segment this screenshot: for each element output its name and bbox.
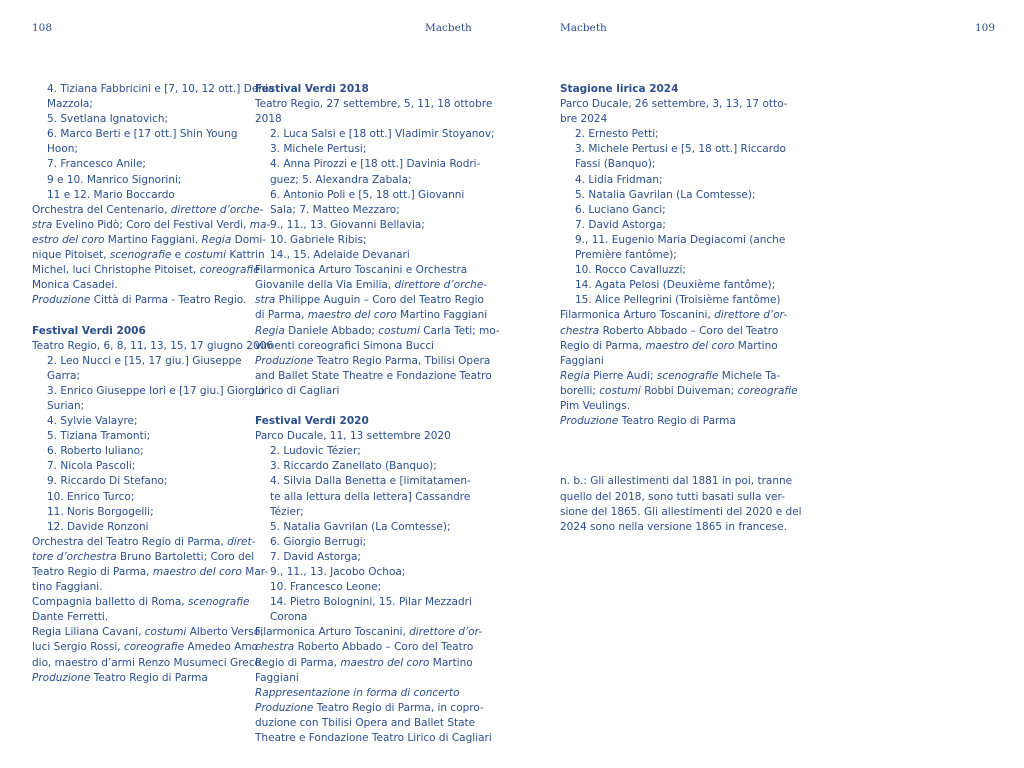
text-segment: 15. Alice Pellegrini (Troisième fantôme) bbox=[575, 294, 781, 307]
italic-role-text: Produzione bbox=[255, 701, 314, 714]
section-spacer bbox=[255, 399, 500, 414]
text-segment: Domi- bbox=[231, 233, 267, 246]
text-segment: 7. Nicola Pascoli; bbox=[47, 460, 136, 473]
text-segment: Roberto Abbado – Coro del Teatro bbox=[599, 324, 779, 337]
text-segment: 2. Luca Salsi e [18 ott.] Vladimir Stoyanov; bbox=[270, 128, 495, 141]
text-line bbox=[32, 580, 274, 595]
text-segment: Città di Parma - Teatro Regio. bbox=[90, 294, 247, 307]
text-segment: Michel, luci Christophe Pitoiset, bbox=[32, 264, 200, 277]
text-segment: 6. Roberto Iuliano; bbox=[47, 445, 144, 458]
cast-list-line bbox=[32, 459, 274, 474]
text-segment: Mazzola; bbox=[47, 98, 93, 111]
text-line bbox=[560, 384, 802, 399]
italic-role-text: chestra bbox=[255, 641, 295, 654]
italic-role-text: coreografie bbox=[199, 264, 260, 277]
text-line bbox=[32, 248, 274, 263]
text-segment: Amedeo Amo- bbox=[184, 641, 262, 654]
text-line bbox=[560, 339, 802, 354]
text-line bbox=[32, 595, 274, 610]
text-segment: Orchestra del Teatro Regio di Parma, bbox=[32, 535, 228, 548]
text-segment: borelli; bbox=[560, 384, 600, 397]
text-segment: 9. Riccardo Di Stefano; bbox=[47, 475, 168, 488]
text-segment: Fassi (Banquo); bbox=[575, 158, 656, 171]
italic-role-text: scenografie bbox=[656, 369, 719, 382]
italic-role-text: estro del coro bbox=[32, 233, 105, 246]
text-line bbox=[560, 520, 802, 535]
text-segment: n. b.: Gli allestimenti dal 1881 in poi, tranne bbox=[560, 475, 793, 488]
text-segment: Stagione lirica 2024 bbox=[560, 83, 679, 95]
text-segment: e bbox=[171, 249, 185, 262]
text-segment: 11 e 12. Mario Boccardo bbox=[47, 188, 175, 201]
text-segment: Festival Verdi 2006 bbox=[32, 324, 146, 337]
cast-list-line bbox=[32, 369, 274, 384]
text-line bbox=[560, 97, 802, 112]
text-line bbox=[255, 308, 500, 323]
italic-role-text: tore d’orchestra bbox=[32, 550, 117, 563]
text-column-left-page-second bbox=[255, 82, 500, 746]
text-segment: Filarmonica Arturo Toscanini, bbox=[255, 626, 410, 639]
cast-list-line bbox=[560, 157, 802, 172]
italic-role-text: coreografie bbox=[123, 641, 185, 654]
text-line bbox=[32, 278, 274, 293]
cast-list-line bbox=[32, 429, 274, 444]
text-segment: 2. Ludovic Tézier; bbox=[270, 445, 361, 458]
text-line bbox=[255, 656, 500, 671]
italic-role-text: ma- bbox=[249, 218, 271, 231]
cast-list-line bbox=[255, 233, 500, 248]
text-line bbox=[32, 656, 274, 671]
italic-role-text: chestra bbox=[560, 324, 600, 337]
cast-list-line bbox=[255, 459, 500, 474]
section-heading bbox=[32, 324, 274, 339]
text-line bbox=[255, 293, 500, 308]
text-line bbox=[32, 293, 274, 308]
cast-list-line bbox=[560, 248, 802, 263]
text-segment: 9., 11., 13. Giovanni Bellavia; bbox=[270, 218, 425, 231]
italic-role-text: costumi bbox=[599, 384, 641, 397]
text-segment: luci Sergio Rossi, bbox=[32, 641, 124, 654]
text-line bbox=[255, 701, 500, 716]
text-segment: Teatro Regio di Parma bbox=[90, 671, 208, 684]
cast-list-line bbox=[255, 142, 500, 157]
text-segment: Sala; 7. Matteo Mezzaro; bbox=[270, 203, 400, 216]
text-segment: Parco Ducale, 11, 13 settembre 2020 bbox=[255, 430, 451, 443]
text-segment: Teatro Regio di Parma, bbox=[32, 566, 153, 578]
text-segment: Teatro Regio di Parma bbox=[618, 415, 736, 428]
text-segment: 5. Tiziana Tramonti; bbox=[47, 430, 151, 443]
left-page-number: 108 bbox=[32, 22, 53, 34]
text-segment: Parco Ducale, 26 settembre, 3, 13, 17 otto- bbox=[560, 98, 788, 111]
cast-list-line bbox=[32, 444, 274, 459]
italic-role-text: maestro del coro bbox=[340, 656, 430, 669]
text-segment: Regio di Parma, bbox=[255, 656, 341, 669]
text-segment: tino Faggiani. bbox=[32, 581, 103, 594]
cast-list-line bbox=[255, 203, 500, 218]
cast-list-line bbox=[255, 595, 500, 610]
text-segment: 6. Luciano Ganci; bbox=[575, 203, 666, 216]
cast-list-line bbox=[32, 157, 274, 172]
text-line bbox=[255, 625, 500, 640]
cast-list-line bbox=[32, 188, 274, 203]
text-segment: Surian; bbox=[47, 399, 85, 412]
text-line bbox=[32, 263, 274, 278]
cast-list-line bbox=[255, 535, 500, 550]
cast-list-line bbox=[255, 188, 500, 203]
text-line bbox=[32, 565, 274, 580]
text-segment: 2018 bbox=[255, 113, 282, 126]
text-segment: 7. David Astorga; bbox=[575, 218, 666, 231]
text-segment: Theatre e Fondazione Teatro Lirico di Cagliari bbox=[255, 732, 492, 745]
text-line bbox=[560, 112, 802, 127]
cast-list-line bbox=[32, 414, 274, 429]
cast-list-line bbox=[255, 248, 500, 263]
italic-role-text: direttore d’or- bbox=[409, 626, 483, 639]
text-segment: te alla lettura della lettera] Cassandre bbox=[270, 490, 471, 503]
section-heading bbox=[255, 82, 500, 97]
cast-list-line bbox=[32, 112, 274, 127]
text-segment: Regia Liliana Cavani, bbox=[32, 626, 145, 639]
text-line bbox=[32, 625, 274, 640]
text-segment: 9., 11., 13. Jacobo Ochoa; bbox=[270, 566, 406, 578]
text-segment: 3. Michele Pertusi e [5, 18 ott.] Riccardo bbox=[575, 143, 786, 156]
text-segment: Festival Verdi 2020 bbox=[255, 415, 369, 428]
text-segment: 9 e 10. Manrico Signorini; bbox=[47, 173, 182, 186]
text-segment: Première fantôme); bbox=[575, 249, 677, 262]
italic-role-text: stra bbox=[255, 294, 276, 307]
cast-list-line bbox=[255, 610, 500, 625]
text-segment: 2024 sono nella versione 1865 in francese. bbox=[560, 520, 787, 533]
cast-list-line bbox=[255, 580, 500, 595]
text-segment: Teatro Regio, 6, 8, 11, 13, 15, 17 giugno 2006 bbox=[32, 339, 274, 352]
italic-role-text: direttore d’orche- bbox=[170, 203, 264, 216]
cast-list-line bbox=[560, 142, 802, 157]
text-segment: Faggiani bbox=[255, 671, 299, 684]
text-segment: 6. Antonio Poli e [5, 18 ott.] Giovanni bbox=[270, 188, 465, 201]
cast-list-line bbox=[560, 127, 802, 142]
text-segment: Martino bbox=[734, 339, 778, 352]
cast-list-line bbox=[32, 505, 274, 520]
text-segment: 14. Agata Pelosi (Deuxième fantôme); bbox=[575, 279, 776, 292]
text-line bbox=[560, 490, 802, 505]
text-column-right-page bbox=[560, 82, 802, 535]
italic-role-text: coreografie bbox=[737, 384, 798, 397]
text-line bbox=[32, 671, 274, 686]
text-line bbox=[560, 414, 802, 429]
italic-role-text: Rappresentazione in forma di concerto bbox=[255, 686, 460, 699]
text-segment: Pim Veulings. bbox=[560, 399, 631, 412]
text-segment: Pierre Audi; bbox=[589, 369, 657, 382]
text-line bbox=[560, 354, 802, 369]
cast-list-line bbox=[560, 203, 802, 218]
text-segment: Garra; bbox=[47, 369, 80, 382]
text-line bbox=[32, 610, 274, 625]
text-segment: 2. Ernesto Petti; bbox=[575, 128, 659, 141]
cast-list-line bbox=[560, 173, 802, 188]
text-segment: 4. Sylvie Valayre; bbox=[47, 415, 138, 428]
text-segment: Tézier; bbox=[270, 505, 304, 518]
italic-role-text: Produzione bbox=[255, 354, 314, 367]
section-heading bbox=[255, 414, 500, 429]
text-segment: 5. Natalia Gavrilan (La Comtesse); bbox=[575, 188, 756, 201]
text-segment: 7. David Astorga; bbox=[270, 550, 361, 563]
cast-list-line bbox=[32, 399, 274, 414]
text-segment: dio, maestro d’armi Renzo Musumeci Greco bbox=[32, 656, 261, 669]
text-segment: 4. Lidia Fridman; bbox=[575, 173, 663, 186]
text-line bbox=[255, 671, 500, 686]
text-line bbox=[255, 339, 500, 354]
text-line bbox=[32, 640, 274, 655]
text-line bbox=[255, 278, 500, 293]
text-line bbox=[560, 399, 802, 414]
text-segment: Carla Teti; mo- bbox=[419, 324, 500, 337]
cast-list-line bbox=[255, 505, 500, 520]
text-segment: Teatro Regio, 27 settembre, 5, 11, 18 ottobre bbox=[255, 98, 493, 111]
cast-list-line bbox=[32, 490, 274, 505]
left-running-title: Macbeth bbox=[425, 22, 472, 34]
cast-list-line bbox=[560, 218, 802, 233]
text-line bbox=[255, 686, 500, 701]
text-segment: 11. Noris Borgogelli; bbox=[47, 505, 154, 518]
text-line bbox=[32, 218, 274, 233]
text-segment: Robbi Duiveman; bbox=[640, 384, 738, 397]
text-segment: 14. Pietro Bolognini, 15. Pilar Mezzadri bbox=[270, 596, 472, 609]
text-segment: Daniele Abbado; bbox=[284, 324, 379, 337]
cast-list-line bbox=[32, 354, 274, 369]
text-line bbox=[32, 203, 274, 218]
text-line bbox=[255, 384, 500, 399]
cast-list-line bbox=[560, 188, 802, 203]
cast-list-line bbox=[255, 520, 500, 535]
italic-role-text: Regia bbox=[201, 233, 232, 246]
text-segment: 2. Leo Nucci e [15, 17 giu.] Giuseppe bbox=[47, 354, 242, 367]
cast-list-line bbox=[32, 384, 274, 399]
text-segment: 10. Gabriele Ribis; bbox=[270, 233, 367, 246]
italic-role-text: maestro del coro bbox=[152, 566, 242, 578]
text-segment: Hoon; bbox=[47, 143, 78, 156]
text-segment: Evelino Pidò; Coro del Festival Verdi, bbox=[52, 218, 250, 231]
text-line bbox=[255, 112, 500, 127]
italic-role-text: diret- bbox=[227, 535, 256, 548]
text-segment: Regio di Parma, bbox=[560, 339, 646, 352]
italic-role-text: scenografie bbox=[188, 596, 250, 609]
italic-role-text: Produzione bbox=[560, 415, 619, 428]
cast-list-line bbox=[255, 127, 500, 142]
text-line bbox=[255, 97, 500, 112]
text-segment: 10. Enrico Turco; bbox=[47, 490, 135, 503]
cast-list-line bbox=[32, 474, 274, 489]
text-segment: Mar- bbox=[241, 566, 269, 578]
text-line bbox=[32, 233, 274, 248]
text-segment: bre 2024 bbox=[560, 113, 608, 126]
text-line bbox=[32, 339, 274, 354]
text-line bbox=[560, 369, 802, 384]
text-segment: Martino Faggiani bbox=[396, 309, 488, 322]
text-line bbox=[560, 474, 802, 489]
text-line bbox=[560, 308, 802, 323]
section-spacer bbox=[560, 429, 802, 474]
text-segment: 12. Davide Ronzoni bbox=[47, 520, 149, 533]
text-segment: Philippe Auguin – Coro del Teatro Regio bbox=[275, 294, 484, 307]
cast-list-line bbox=[255, 157, 500, 172]
text-segment: Teatro Regio Parma, Tbilisi Opera bbox=[313, 354, 491, 367]
italic-role-text: costumi bbox=[144, 626, 187, 639]
text-line bbox=[560, 505, 802, 520]
text-segment: Orchestra del Centenario, bbox=[32, 203, 171, 216]
text-segment: Filarmonica Arturo Toscanini, bbox=[560, 309, 715, 322]
cast-list-line bbox=[255, 565, 500, 580]
text-segment: 9., 11. Eugenio Maria Degiacomi (anche bbox=[575, 233, 786, 246]
italic-role-text: Regia bbox=[255, 324, 285, 337]
cast-list-line bbox=[32, 82, 274, 97]
text-segment: Roberto Abbado – Coro del Teatro bbox=[294, 641, 474, 654]
text-segment: nique Pitoiset, bbox=[32, 249, 110, 262]
italic-role-text: costumi bbox=[378, 324, 420, 337]
text-segment: 5. Natalia Gavrilan (La Comtesse); bbox=[270, 520, 451, 533]
italic-role-text: Regia bbox=[560, 369, 590, 382]
text-segment: vimenti coreografici Simona Bucci bbox=[255, 339, 435, 352]
right-running-title: Macbeth bbox=[560, 22, 607, 34]
text-segment: 4. Silvia Dalla Benetta e [limitatamen- bbox=[270, 475, 471, 488]
italic-role-text: Produzione bbox=[32, 671, 91, 684]
text-segment: Bruno Bartoletti; Coro del bbox=[116, 550, 255, 563]
text-segment: Giovanile della Via Emilia, bbox=[255, 279, 395, 292]
text-line bbox=[255, 324, 500, 339]
text-segment: 3. Riccardo Zanellato (Banquo); bbox=[270, 460, 437, 473]
text-segment: 14., 15. Adelaide Devanari bbox=[270, 249, 410, 262]
cast-list-line bbox=[255, 474, 500, 489]
text-segment: guez; 5. Alexandra Zabala; bbox=[270, 173, 412, 186]
text-segment: Lirico di Cagliari bbox=[255, 384, 340, 397]
text-segment: 4. Anna Pirozzi e [18 ott.] Davinia Rodri- bbox=[270, 158, 481, 171]
text-segment: Festival Verdi 2018 bbox=[255, 83, 369, 95]
cast-list-line bbox=[32, 142, 274, 157]
cast-list-line bbox=[255, 550, 500, 565]
text-segment: 3. Michele Pertusi; bbox=[270, 143, 367, 156]
cast-list-line bbox=[255, 490, 500, 505]
cast-list-line bbox=[32, 97, 274, 112]
text-line bbox=[255, 369, 500, 384]
italic-role-text: costumi bbox=[184, 249, 227, 262]
text-segment: Martino bbox=[429, 656, 473, 669]
italic-role-text: maestro del coro bbox=[645, 339, 735, 352]
text-line bbox=[255, 716, 500, 731]
italic-role-text: direttore d’orche- bbox=[394, 279, 488, 292]
right-page-number: 109 bbox=[975, 22, 996, 34]
cast-list-line bbox=[255, 444, 500, 459]
cast-list-line bbox=[560, 263, 802, 278]
text-segment: and Ballet State Theatre e Fondazione Teatro bbox=[255, 369, 492, 382]
cast-list-line bbox=[560, 293, 802, 308]
text-line bbox=[32, 550, 274, 565]
text-segment: sione del 1865. Gli allestimenti del 2020 e del bbox=[560, 505, 802, 518]
text-segment: 4. Tiziana Fabbricini e [7, 10, 12 ott.] Denia bbox=[47, 83, 275, 95]
cast-list-line bbox=[560, 278, 802, 293]
text-line bbox=[255, 731, 500, 746]
text-segment: 10. Francesco Leone; bbox=[270, 581, 382, 594]
text-segment: Dante Ferretti. bbox=[32, 611, 109, 624]
italic-role-text: Produzione bbox=[32, 294, 91, 307]
cast-list-line bbox=[32, 520, 274, 535]
text-column-left-page bbox=[32, 82, 274, 686]
cast-list-line bbox=[560, 233, 802, 248]
italic-role-text: stra bbox=[32, 218, 53, 231]
text-segment: Faggiani bbox=[560, 354, 604, 367]
italic-role-text: scenografie bbox=[109, 249, 172, 262]
text-segment: 5. Svetlana Ignatovich; bbox=[47, 113, 169, 126]
text-segment: 6. Marco Berti e [17 ott.] Shin Young bbox=[47, 128, 238, 141]
text-segment: Martino Faggiani. bbox=[104, 233, 202, 246]
text-segment: Teatro Regio di Parma, in copro- bbox=[313, 701, 484, 714]
text-line bbox=[255, 429, 500, 444]
cast-list-line bbox=[32, 173, 274, 188]
section-heading bbox=[560, 82, 802, 97]
text-segment: Monica Casadei. bbox=[32, 279, 118, 292]
text-line bbox=[32, 535, 274, 550]
text-segment: 6. Giorgio Berrugi; bbox=[270, 535, 367, 548]
cast-list-line bbox=[255, 218, 500, 233]
cast-list-line bbox=[255, 173, 500, 188]
italic-role-text: maestro del coro bbox=[307, 309, 397, 322]
text-line bbox=[560, 324, 802, 339]
text-segment: Alberto Verso, bbox=[186, 626, 264, 639]
text-segment: Corona bbox=[270, 611, 308, 624]
text-segment: quello del 2018, sono tutti basati sulla ver- bbox=[560, 490, 785, 503]
text-line bbox=[255, 263, 500, 278]
text-segment: 7. Francesco Anile; bbox=[47, 158, 146, 171]
text-segment: Compagnia balletto di Roma, bbox=[32, 596, 188, 609]
text-segment: 10. Rocco Cavalluzzi; bbox=[575, 264, 686, 277]
cast-list-line bbox=[32, 127, 274, 142]
text-segment: duzione con Tbilisi Opera and Ballet State bbox=[255, 716, 476, 729]
text-segment: Michele Ta- bbox=[718, 369, 781, 382]
text-line bbox=[255, 354, 500, 369]
italic-role-text: direttore d’or- bbox=[714, 309, 788, 322]
text-segment: Kattrin bbox=[226, 249, 265, 262]
section-spacer bbox=[32, 308, 274, 323]
text-segment: di Parma, bbox=[255, 309, 308, 322]
text-segment: Filarmonica Arturo Toscanini e Orchestra bbox=[255, 264, 468, 277]
text-line bbox=[255, 640, 500, 655]
text-segment: 3. Enrico Giuseppe Iori e [17 giu.] Giorgio bbox=[47, 384, 265, 397]
